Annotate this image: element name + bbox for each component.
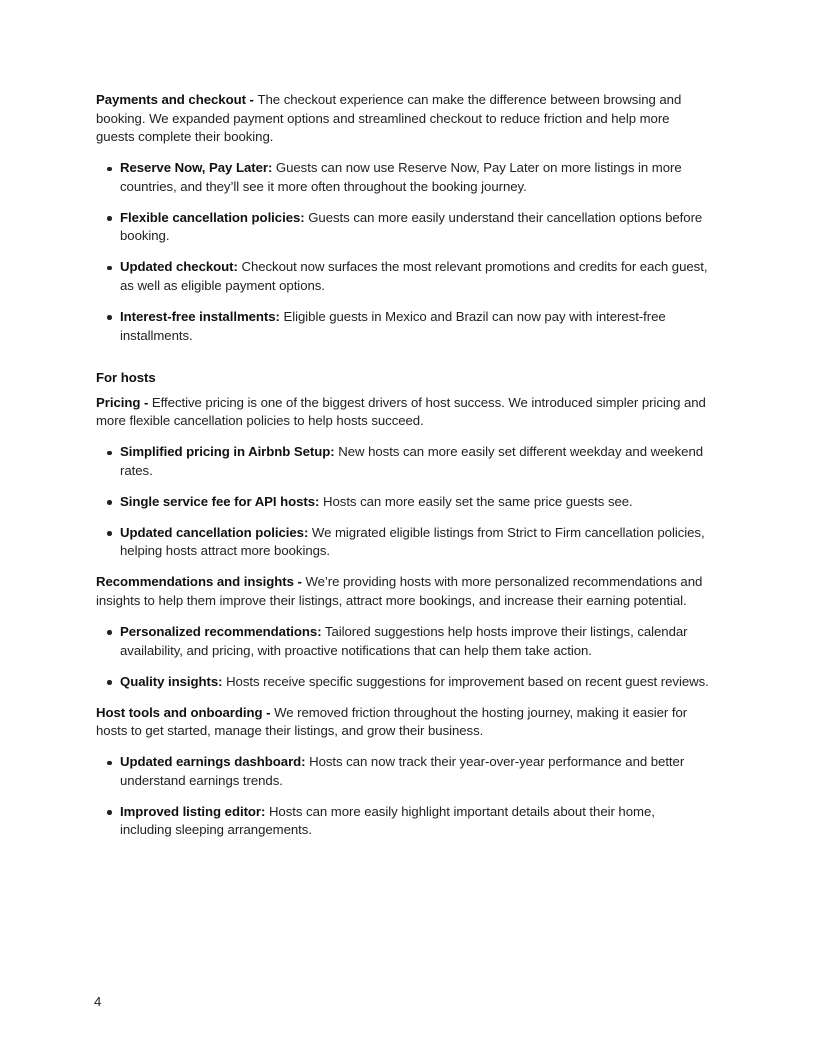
list-item-text: Hosts receive specific suggestions for improvement based on recent guest reviews. [222, 673, 709, 689]
bullet-icon [107, 167, 112, 172]
bullet-icon [107, 500, 112, 505]
list-item [96, 673, 710, 692]
payments-paragraph [96, 91, 710, 147]
list-item-lead: Personalized recommendations: [120, 623, 322, 639]
list-item-lead: Updated cancellation policies: [120, 524, 309, 540]
list-item [96, 308, 710, 345]
bullet-icon [107, 810, 112, 815]
bullet-icon [107, 680, 112, 685]
list-item [96, 258, 710, 295]
bullet-icon [107, 266, 112, 271]
list-item-text: Eligible guests in Mexico and Brazil can now pay with interest-free installments. [120, 308, 666, 343]
list-item-text: Guests can more easily understand their cancellation options before booking. [120, 209, 703, 244]
list-item-lead: Improved listing editor: [120, 803, 266, 819]
list-item-lead: Reserve Now, Pay Later: [120, 160, 273, 176]
list-item-lead: Updated earnings dashboard: [120, 754, 306, 770]
list-item-text: New hosts can more easily set different weekday and weekend rates. [120, 444, 704, 478]
section-heading-for-hosts: For hosts [96, 370, 156, 386]
host-tools-paragraph [96, 704, 710, 741]
host-tools-lead: Host tools and onboarding - [96, 704, 275, 720]
recommendations-list [96, 623, 710, 691]
list-item [96, 159, 710, 196]
list-item [96, 524, 710, 561]
list-item-lead: Flexible cancellation policies: [120, 209, 305, 225]
recommendations-lead: Recommendations and insights - [96, 574, 306, 590]
pricing-list [96, 443, 710, 561]
list-item-text: We migrated eligible listings from Strict to Firm cancellation policies, helping hosts attract more bookings. [120, 524, 705, 559]
host-tools-list [96, 753, 710, 840]
list-item [96, 209, 710, 246]
list-item-text: Tailored suggestions help hosts improve their listings, calendar availability, and pricing, with proactive notifications that can help them take action. [120, 623, 688, 658]
list-item [96, 493, 710, 512]
list-item-text: Checkout now surfaces the most relevant promotions and credits for each guest, as well as eligible payment options. [120, 259, 708, 293]
pricing-paragraph [96, 394, 710, 431]
pricing-lead: Pricing - [96, 394, 152, 410]
list-item-lead: Simplified pricing in Airbnb Setup: [120, 444, 335, 460]
list-item-lead: Interest-free installments: [120, 308, 280, 324]
recommendations-text: We’re providing hosts with more personalized recommendations and insights to help them improve their listings, attract more bookings, and increase their earning potential. [96, 574, 703, 608]
bullet-icon [107, 451, 112, 456]
bullet-icon [107, 216, 112, 221]
pricing-text: Effective pricing is one of the biggest drivers of host success. We introduced simpler pricing and more flexible cancellation policies to help hosts succeed. [96, 394, 706, 429]
document-body [96, 91, 710, 852]
list-item-lead: Single service fee for API hosts: [120, 493, 320, 509]
payments-text: The checkout experience can make the difference between browsing and booking. We expanded payment options and streamlined checkout to reduce friction and help more guests complete their booking. [96, 92, 682, 145]
list-item-text: Guests can now use Reserve Now, Pay Later on more listings in more countries, and they’ll see it more often throughout the booking journey. [120, 160, 682, 194]
bullet-icon [107, 315, 112, 320]
bullet-icon [107, 630, 112, 635]
recommendations-paragraph [96, 573, 710, 610]
list-item [96, 623, 710, 660]
payments-lead: Payments and checkout - [96, 92, 258, 107]
bullet-icon [107, 531, 112, 536]
list-item-lead: Quality insights: [120, 673, 223, 689]
host-tools-text: We removed friction throughout the hosting journey, making it easier for hosts to get started, manage their listings, and grow their business. [96, 704, 688, 739]
payments-list [96, 159, 710, 345]
list-item [96, 753, 710, 790]
list-item-lead: Updated checkout: [120, 259, 238, 275]
list-item [96, 803, 710, 840]
list-item-text: Hosts can now track their year-over-year performance and better understand earnings trends. [120, 754, 685, 788]
list-item [96, 443, 710, 480]
page-number: 4 [94, 994, 102, 1009]
list-item-text: Hosts can more easily set the same price guests see. [319, 493, 633, 509]
bullet-icon [107, 761, 112, 766]
list-item-text: Hosts can more easily highlight important details about their home, including sleeping arrangements. [120, 803, 655, 838]
